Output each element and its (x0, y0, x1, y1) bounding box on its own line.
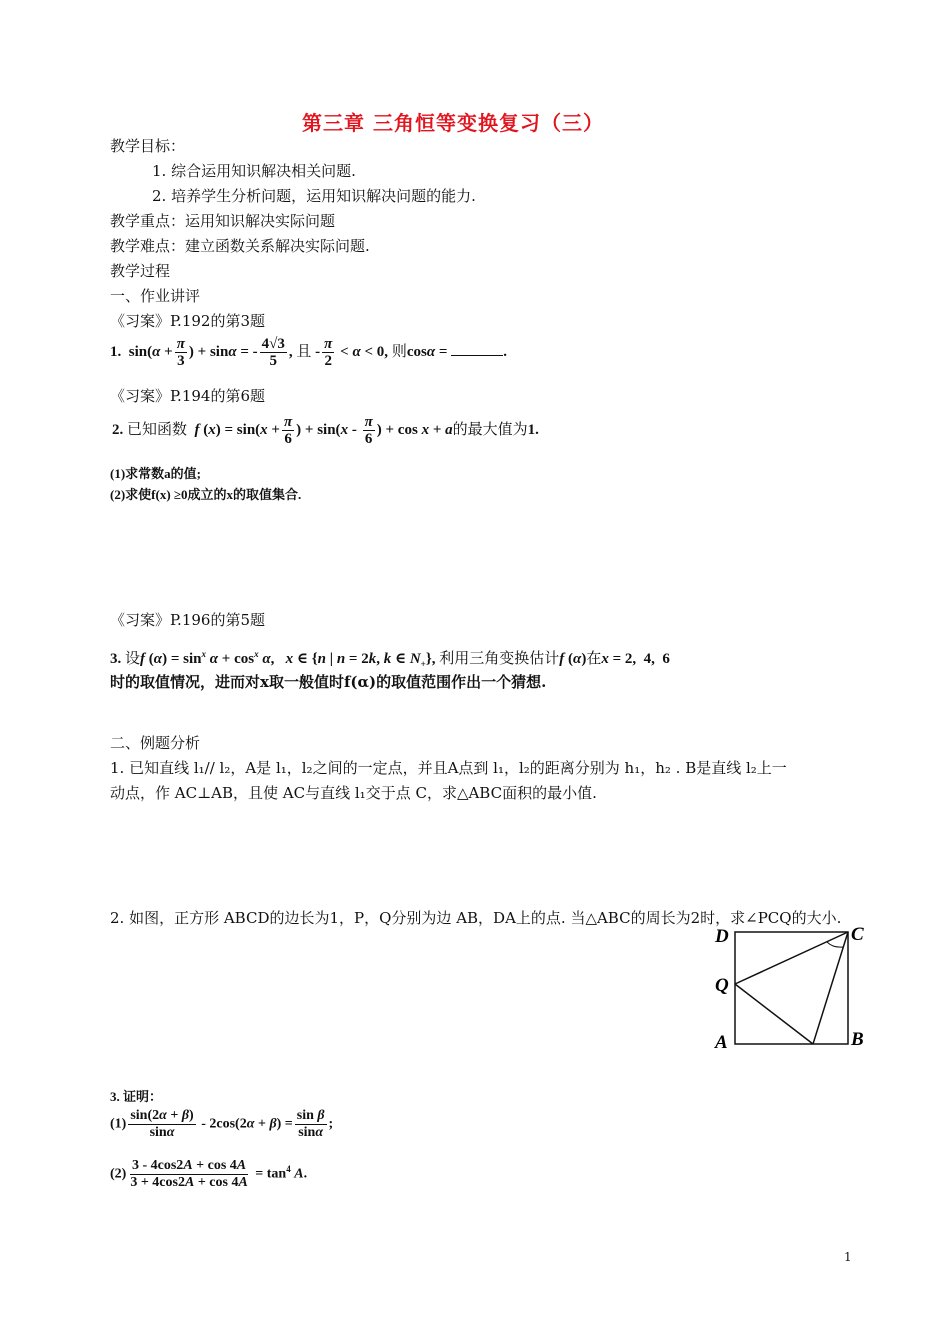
angle-arc (827, 942, 843, 947)
problem-3-line-2: 时的取值情况，进而对x取一般值时f(α)的取值范围作出一个猜想. (110, 673, 547, 691)
goal-item: 2. 培养学生分析问题，运用知识解决问题的能力. (152, 187, 476, 205)
example-1-line-1: 1. 已知直线 l₁// l₂，A是 l₁，l₂之间的一定点，并且A点到 l₁，l₂的距离分别为 h₁，h₂ . B是直线 l₂上一 (110, 759, 787, 777)
label-q: Q (715, 975, 729, 996)
problem-3-formula: 3. 设f $(\alpha) = \sin^x \alpha + \cos^x \alpha$, x ∈ {n | n = 2k, k ∈ $N_+$}, 利用三角变换估计f (α)在x = 2, 4, 6 (110, 649, 670, 669)
label-a: A (715, 1032, 728, 1053)
key-point: 教学重点：运用知识解决实际问题 (110, 212, 336, 230)
problem-2-formula: 2. 已知函数 f (x) = sin(x + $\frac{\pi}{6}$ ) + sin(x - $\frac{\pi}{6}$ ) + cos x + a的最大值为1. (112, 414, 539, 447)
example-1-line-2: 动点，作 AC⊥AB，且使 AC与直线 l₁交于点 C，求△ABC面积的最小值. (110, 784, 597, 802)
label-d: D (715, 926, 729, 947)
reference: 《习案》P.194的第6题 (110, 387, 265, 405)
proof-1-formula: (1) $\frac{\sin(2\alpha + \beta)}{\sin\alpha}$ - 2cos(2α + β) = $\frac{\text{sin β}}{\sin\alpha}$ ; (110, 1108, 334, 1140)
goals-heading: 教学目标： (110, 137, 186, 155)
example-2: 2. 如图，正方形 ABCD的边长为1，P，Q分别为边 AB，DA上的点. 当△ABC的周长为2时，求∠PCQ的大小. (110, 909, 842, 927)
proof-2-formula: (2) $\frac{3 - 4\cos 2A + \cos 4A}{3 + 4\cos 2A + \cos 4A}$ = $\tan^4 A$. (110, 1158, 308, 1190)
label-c: C (851, 924, 864, 945)
problem-2-part-2: (2)求使f(x) ≥0成立的x的取值集合. (110, 487, 302, 502)
example-3-heading: 3. 证明： (110, 1089, 163, 1104)
reference: 《习案》P.192的第3题 (110, 312, 265, 330)
segment-qc (735, 932, 848, 984)
problem-2-part-1: (1)求常数a的值; (110, 466, 201, 481)
label-b: B (851, 1029, 864, 1050)
section-heading: 一、作业讲评 (110, 287, 201, 305)
reference: 《习案》P.196的第5题 (110, 611, 265, 629)
section-heading: 二、例题分析 (110, 734, 201, 752)
segment-qp (735, 984, 813, 1044)
segment-pc (813, 932, 848, 1044)
page-number: 1 (844, 1250, 852, 1264)
goal-item: 1. 综合运用知识解决相关问题. (152, 162, 356, 180)
problem-1-formula: 1. sin(α + $\frac{\pi}{3}$ ) + sinα = - $\frac{4√3}{5}$ , 且 - $\frac{\pi}{2}$ < α < 0, 则cosα = . (110, 336, 507, 369)
page-title: 第三章 三角恒等变换复习（三） (302, 111, 604, 135)
difficulty: 教学难点：建立函数关系解决实际问题. (110, 237, 370, 255)
process-heading: 教学过程 (110, 262, 171, 280)
square-figure (705, 920, 875, 1055)
